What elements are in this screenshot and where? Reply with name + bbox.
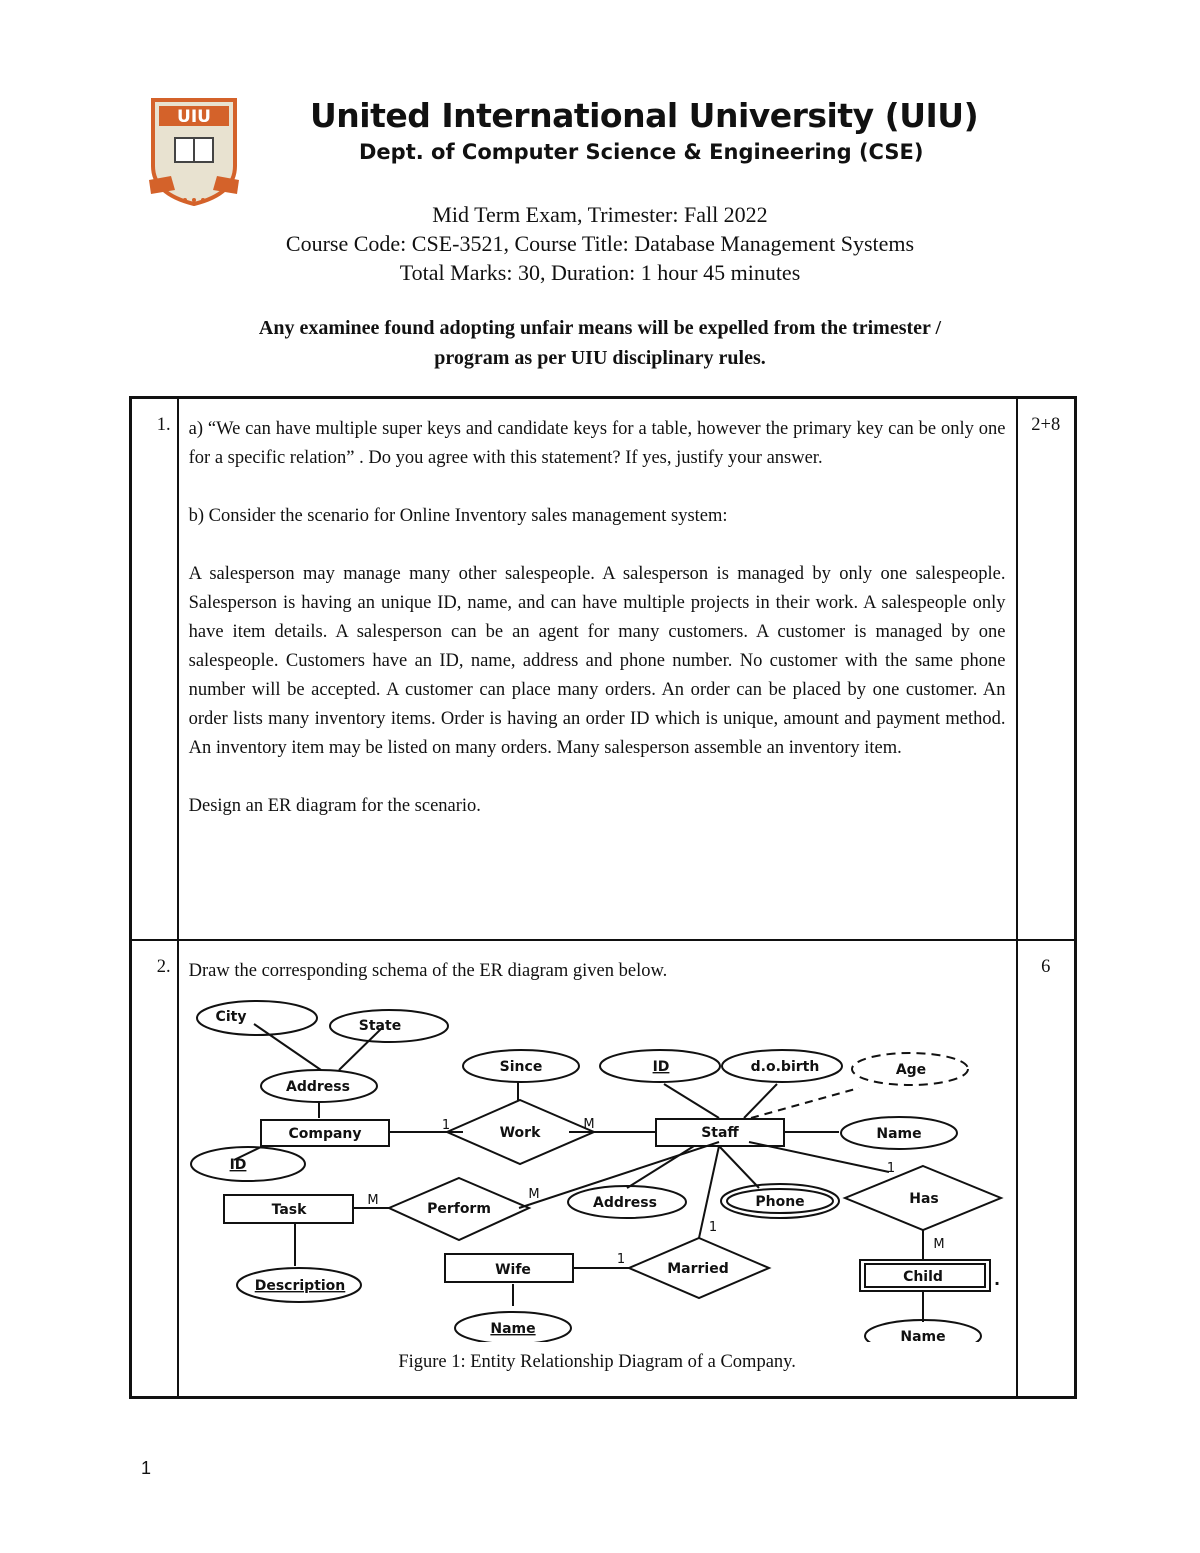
er-attr-staff-address: Address	[592, 1195, 657, 1211]
unfair-means-warning	[0, 313, 1200, 373]
er-attr-city: City	[215, 1009, 247, 1025]
er-card-wife-married: 1	[616, 1252, 625, 1267]
er-entity-child: Child	[902, 1269, 943, 1285]
er-diagram	[189, 992, 1004, 1342]
page-number: 1	[141, 1458, 152, 1478]
er-card-staff-married: 1	[708, 1220, 717, 1235]
logo-text: UIU	[177, 107, 211, 127]
er-attr-state: State	[358, 1018, 401, 1034]
question-1b-scenario: A salesperson may manage many other salespeople. A salesperson is managed by only one salespeople. Salesperson is having an unique ID, name, and can have multiple projects in their work. A salespeople only have item details. A salesperson can be an agent for many customers. A customer is managed by one salespeople. Customers have an ID, name, address and phone number. No customer with the same phone number will be accepted. A customer can place many orders. An order can be placed by one customer. An order lists many inventory items. Order is having an order ID which is unique, amount and payment method. An inventory item may be listed on many orders. Many salesperson assemble an inventory item.	[188, 564, 1006, 758]
exam-info	[0, 200, 1200, 287]
uiu-logo	[145, 96, 243, 208]
question-2-prompt: Draw the corresponding schema of the ER diagram given below.	[188, 961, 668, 981]
question-1b-task: Design an ER diagram for the scenario.	[188, 796, 481, 816]
university-name: United International University (UIU)	[310, 96, 979, 135]
er-rel-work: Work	[499, 1125, 541, 1141]
er-card-task-perform: M	[367, 1193, 379, 1208]
er-rel-perform: Perform	[426, 1201, 491, 1217]
exam-trimester: Mid Term Exam, Trimester: Fall 2022	[432, 202, 768, 227]
er-attr-age: Age	[895, 1062, 926, 1078]
er-entity-wife: Wife	[494, 1262, 531, 1278]
question-1a: a) “We can have multiple super keys and candidate keys for a table, however the primary key can be only one for a specific relation” . Do you agree with this statement? If yes, justify your answer.	[188, 419, 1006, 468]
er-entity-staff: Staff	[700, 1125, 739, 1141]
er-attr-phone: Phone	[754, 1194, 805, 1210]
warning-line-2: program as per UIU disciplinary rules.	[434, 347, 766, 369]
course-info: Course Code: CSE-3521, Course Title: Database Management Systems	[285, 231, 915, 256]
warning-line-1: Any examinee found adopting unfair means will be expelled from the trimester /	[258, 317, 942, 339]
marks-duration: Total Marks: 30, Duration: 1 hour 45 minutes	[399, 260, 801, 285]
question-body	[178, 940, 1017, 1398]
question-1b-intro: b) Consider the scenario for Online Inventory sales management system:	[188, 506, 728, 526]
er-card-staff-has: 1	[886, 1161, 895, 1176]
er-trailing-mark: .	[993, 1270, 1000, 1289]
question-row	[131, 398, 1076, 941]
er-attr-staff-name: Name	[876, 1126, 922, 1142]
er-attr-wife-name: Name	[490, 1321, 536, 1337]
er-attr-company-id: ID	[229, 1157, 247, 1173]
er-attr-child-name: Name	[900, 1329, 946, 1342]
er-card-perform-staff: M	[528, 1187, 540, 1202]
question-body	[178, 398, 1017, 941]
er-card-work-staff: M	[583, 1117, 595, 1132]
question-marks: 2+8	[1017, 398, 1076, 941]
question-table	[129, 396, 1077, 1399]
er-attr-staff-id: ID	[652, 1059, 670, 1075]
er-rel-has: Has	[908, 1191, 939, 1207]
er-attr-since: Since	[499, 1059, 542, 1075]
figure-caption: Figure 1: Entity Relationship Diagram of a Company.	[398, 1352, 796, 1372]
er-card-has-child: M	[933, 1237, 945, 1252]
department-name: Dept. of Computer Science & Engineering (CSE)	[359, 140, 924, 164]
question-row	[131, 940, 1076, 1398]
er-attr-company-address: Address	[285, 1079, 350, 1095]
er-attr-description: Description	[254, 1278, 345, 1294]
er-card-company-work: 1	[441, 1118, 450, 1133]
question-number: 1.	[131, 398, 178, 941]
question-marks: 6	[1017, 940, 1076, 1398]
question-number: 2.	[131, 940, 178, 1398]
er-entity-task: Task	[271, 1202, 307, 1218]
er-entity-company: Company	[288, 1126, 362, 1142]
er-attr-dob: d.o.birth	[750, 1059, 819, 1075]
er-rel-married: Married	[666, 1261, 729, 1277]
